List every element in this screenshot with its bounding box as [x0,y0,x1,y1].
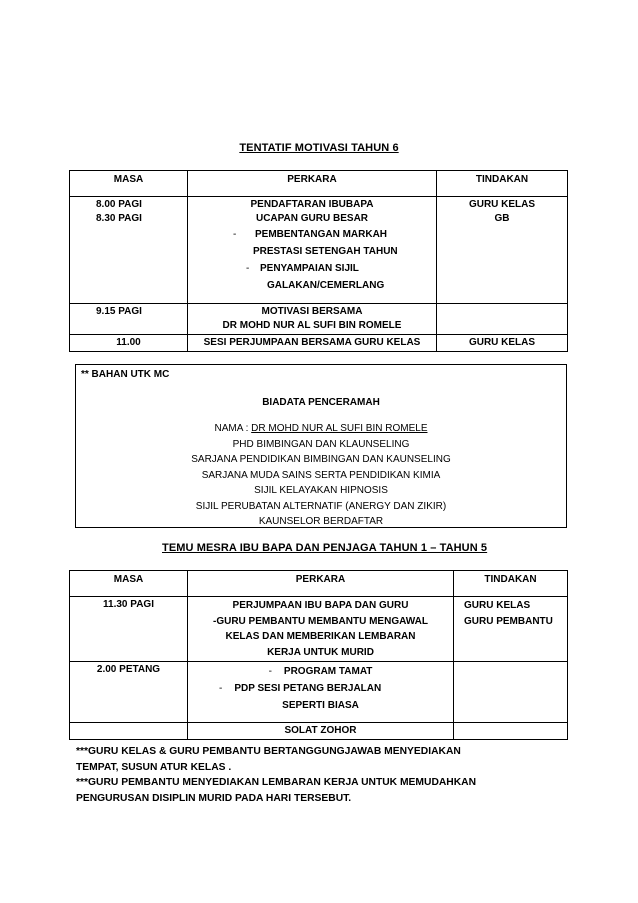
perkara-text: UCAPAN GURU BESAR [255,213,369,224]
dash-bullet: - [246,263,250,274]
perkara-text: PENDAFTARAN IBUBAPA [250,199,374,210]
bio-line: SARJANA PENDIDIKAN BIMBINGAN DAN KAUNSELING [191,454,451,465]
tindakan-text: GURU KELAS [464,600,531,611]
row-perkara [188,662,454,723]
perkara-text: DR MOHD NUR AL SUFI BIN ROMELE [222,320,402,331]
bullet-line [191,680,450,697]
header-perkara: PERKARA [188,571,454,597]
row-perkara [188,304,437,335]
bio-title: BIADATA PENCERAMAH [262,397,380,408]
tindakan-text: GB [494,213,510,224]
table-header-row [70,571,568,597]
perkara-text: PERJUMPAAN IBU BAPA DAN GURU [232,600,409,611]
name-prefix: NAMA : [214,423,252,434]
dash-bullet: - [233,229,237,240]
row-perkara: SOLAT ZOHOR [188,723,454,740]
bio-line: SIJIL PERUBATAN ALTERNATIF (ANERGY DAN ZIKIR) [195,500,447,512]
bullet-line [191,663,450,680]
row-tindakan: GURU KELAS [437,335,568,352]
row-perkara: SESI PERJUMPAAN BERSAMA GURU KELAS [188,335,437,352]
masa-text: 8.30 PAGI [96,213,142,224]
perkara-text: GALAKAN/CEMERLANG [267,280,385,291]
perkara-text: MOTIVASI BERSAMA [261,306,363,317]
bio-line: PHD BIMBINGAN DAN KLAUNSELING [232,438,410,450]
bio-line: SARJANA MUDA SAINS SERTA PENDIDIKAN KIMIA [201,469,441,481]
table-row [70,597,568,662]
mc-label: ** BAHAN UTK MC [81,369,170,380]
bio-line: SIJIL KELAYAKAN HIPNOSIS [254,485,388,496]
table-row [70,723,568,740]
perkara-text: SEPERTI BIASA [282,700,359,711]
perkara-text: -GURU PEMBANTU MEMBANTU MENGAWAL [213,615,428,627]
mc-box [75,364,567,528]
footer-line: ***GURU PEMBANTU MENYEDIAKAN LEMBARAN KERJA UNTUK MEMUDAHKAN [76,777,477,788]
section1-title: TENTATIF MOTIVASI TAHUN 6 [239,142,399,154]
row-masa: 11.30 PAGI [70,597,188,662]
header-masa: MASA [70,571,188,597]
bio-name-line [76,421,566,437]
row-masa [70,197,188,304]
footer-line: TEMPAT, SUSUN ATUR KELAS . [76,761,232,773]
row-masa: 9.15 PAGI [70,304,188,335]
header-tindakan: TINDAKAN [454,571,568,597]
bio-lines [76,421,566,530]
row-tindakan [437,304,568,335]
row-masa: 11.00 [70,335,188,352]
perkara-text: PROGRAM TAMAT [283,666,373,677]
table-row [70,197,568,304]
perkara-text: PENYAMPAIAN SIJIL [260,263,359,274]
tindakan-text: GURU PEMBANTU [464,615,553,627]
row-tindakan [454,662,568,723]
table-header-row [70,171,568,197]
temu-mesra-table [69,570,568,740]
perkara-text: PDP SESI PETANG BERJALAN [234,683,382,694]
masa-text: 8.00 PAGI [96,199,142,210]
table-row [70,662,568,723]
tentatif-table [69,170,568,352]
dash-bullet: - [219,683,223,694]
row-masa: 2.00 PETANG [70,662,188,723]
row-perkara [188,597,454,662]
tindakan-text: GURU KELAS [468,199,536,210]
row-perkara [188,197,437,304]
footer-line: ***GURU KELAS & GURU PEMBANTU BERTANGGUNGJAWAB MENYEDIAKAN [76,746,461,757]
perkara-text: PRESTASI SETENGAH TAHUN [253,246,398,257]
table-row [70,304,568,335]
section2-title: TEMU MESRA IBU BAPA DAN PENJAGA TAHUN 1 – TAHUN 5 [162,542,488,554]
perkara-text: PEMBENTANGAN MARKAH [255,229,388,240]
header-perkara: PERKARA [188,171,437,197]
dash-bullet: - [268,666,272,677]
speaker-name: DR MOHD NUR AL SUFI BIN ROMELE [251,423,428,434]
row-masa [70,723,188,740]
row-tindakan [454,597,568,662]
row-tindakan [454,723,568,740]
row-tindakan [437,197,568,304]
perkara-text: KELAS DAN MEMBERIKAN LEMBARAN [225,631,416,642]
table-row [70,335,568,352]
bio-line: KAUNSELOR BERDAFTAR [258,516,384,527]
footer-notes [76,744,476,806]
footer-line: PENGURUSAN DISIPLIN MURID PADA HARI TERSEBUT. [76,792,352,804]
perkara-text: KERJA UNTUK MURID [267,646,374,658]
header-masa: MASA [70,171,188,197]
header-tindakan: TINDAKAN [437,171,568,197]
